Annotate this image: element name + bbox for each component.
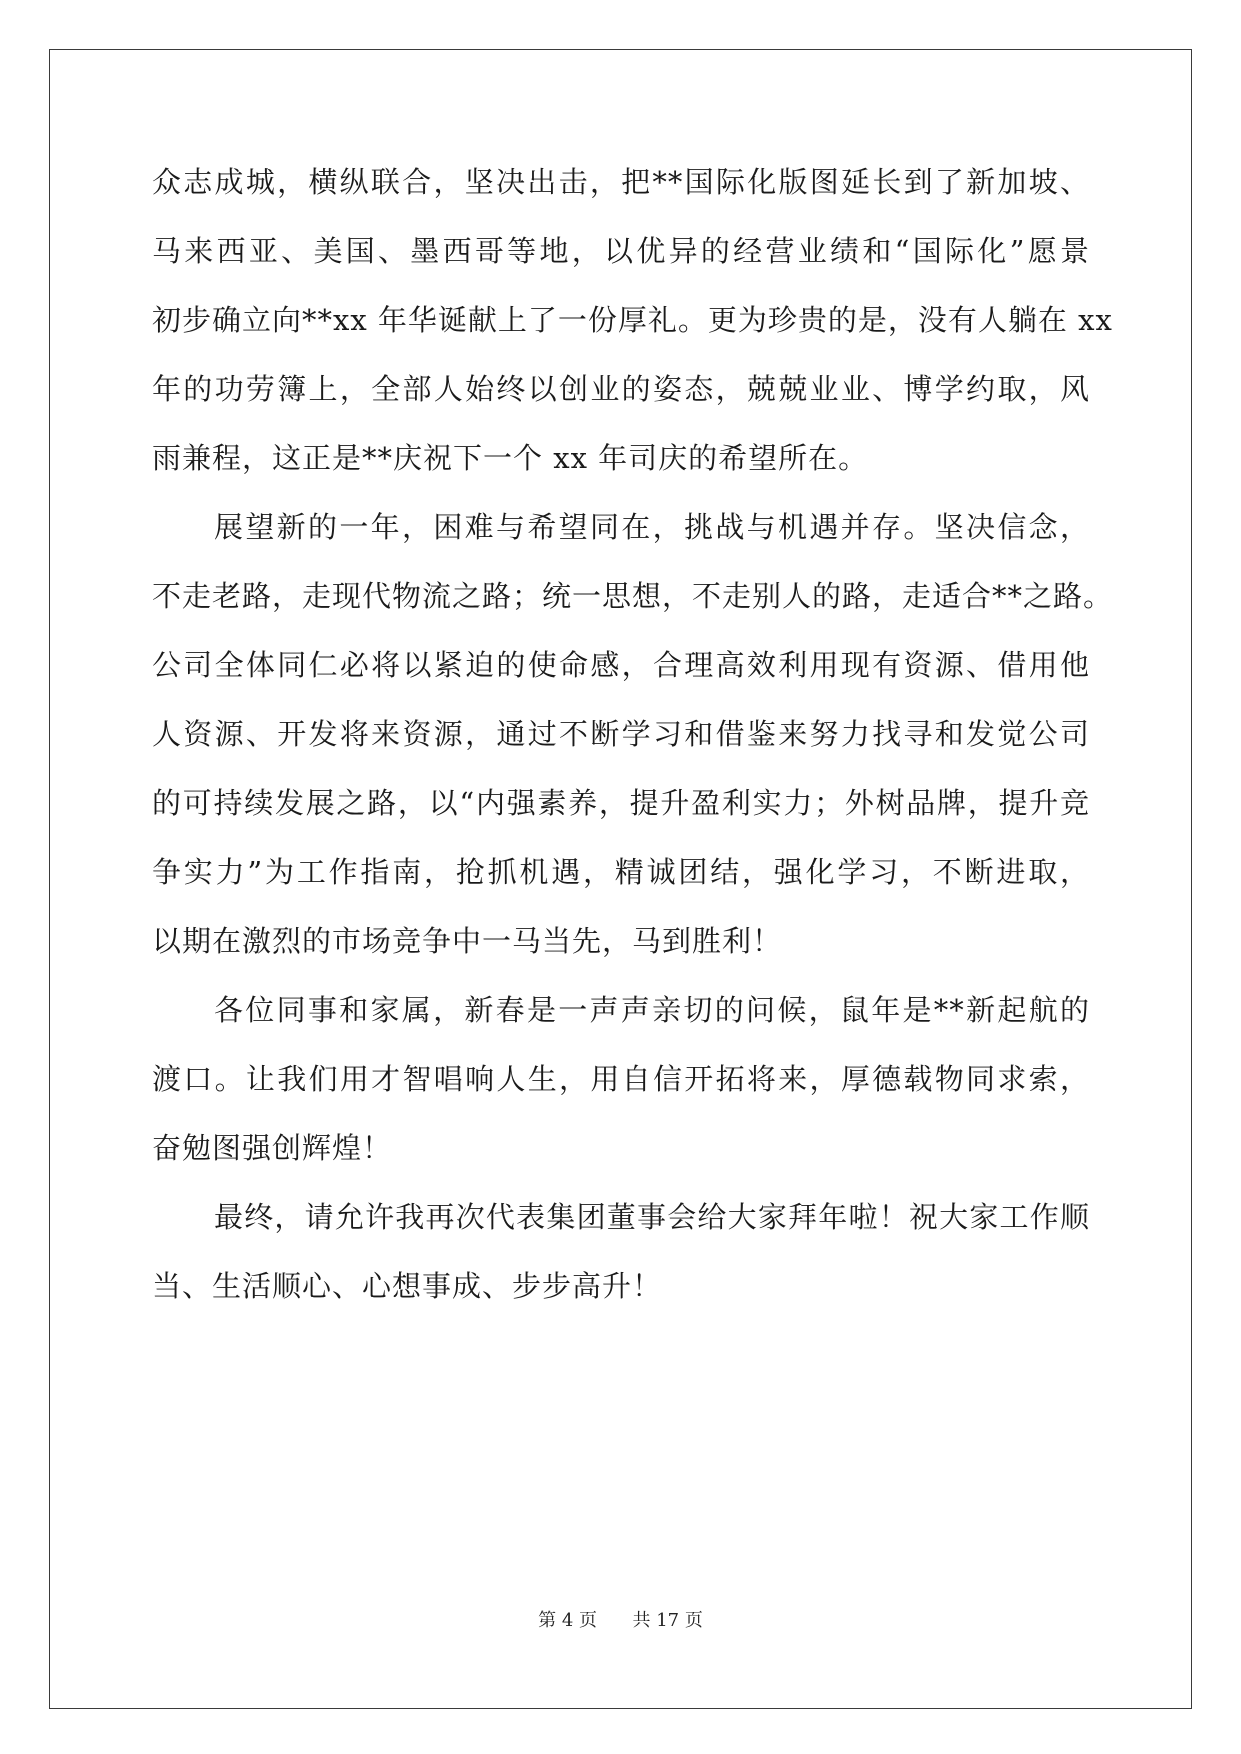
page-total: 共 17 页 xyxy=(632,1610,703,1631)
text-line: 雨兼程，这正是**庆祝下一个 xx 年司庆的希望所在。 xyxy=(152,441,869,475)
text-line: 渡口。让我们用才智唱响人生，用自信开拓将来，厚德载物同求索， xyxy=(152,1062,1090,1096)
text-line: 当、生活顺心、心想事成、步步高升！ xyxy=(152,1269,663,1303)
text-line: 年的功劳簿上，全部人始终以创业的姿态，兢兢业业、博学约取，风 xyxy=(152,372,1090,406)
text-line: 马来西亚、美国、墨西哥等地，以优异的经营业绩和“国际化”愿景 xyxy=(152,234,1090,268)
page-number: 第 4 页 xyxy=(538,1610,598,1631)
text-line: 争实力”为工作指南，抢抓机遇，精诚团结，强化学习，不断进取， xyxy=(152,855,1090,889)
text-line: 人资源、开发将来资源，通过不断学习和借鉴来努力找寻和发觉公司 xyxy=(152,717,1090,751)
text-line: 不走老路，走现代物流之路；统一思想，不走别人的路，走适合**之路。 xyxy=(152,579,1114,613)
text-line: 众志成城，横纵联合，坚决出击，把**国际化版图延长到了新加坡、 xyxy=(152,165,1090,199)
document-body xyxy=(152,148,1114,1321)
text-line: 以期在激烈的市场竞争中一马当先，马到胜利！ xyxy=(152,924,783,958)
paragraph-start-line: 各位同事和家属，新春是一声声亲切的问候，鼠年是**新起航的 xyxy=(214,993,1090,1027)
text-line: 的可持续发展之路，以“内强素养，提升盈利实力；外树品牌，提升竞 xyxy=(152,786,1090,820)
page-footer xyxy=(0,1606,1241,1632)
text-line: 公司全体同仁必将以紧迫的使命感，合理高效利用现有资源、借用他 xyxy=(152,648,1090,682)
text-line: 初步确立向**xx 年华诞献上了一份厚礼。更为珍贵的是，没有人躺在 xx xyxy=(152,303,1113,337)
paragraph-start-line: 展望新的一年，困难与希望同在，挑战与机遇并存。坚决信念， xyxy=(214,510,1090,544)
text-line: 奋勉图强创辉煌！ xyxy=(152,1131,393,1165)
paragraph-start-line: 最终，请允许我再次代表集团董事会给大家拜年啦！祝大家工作顺 xyxy=(214,1200,1090,1234)
